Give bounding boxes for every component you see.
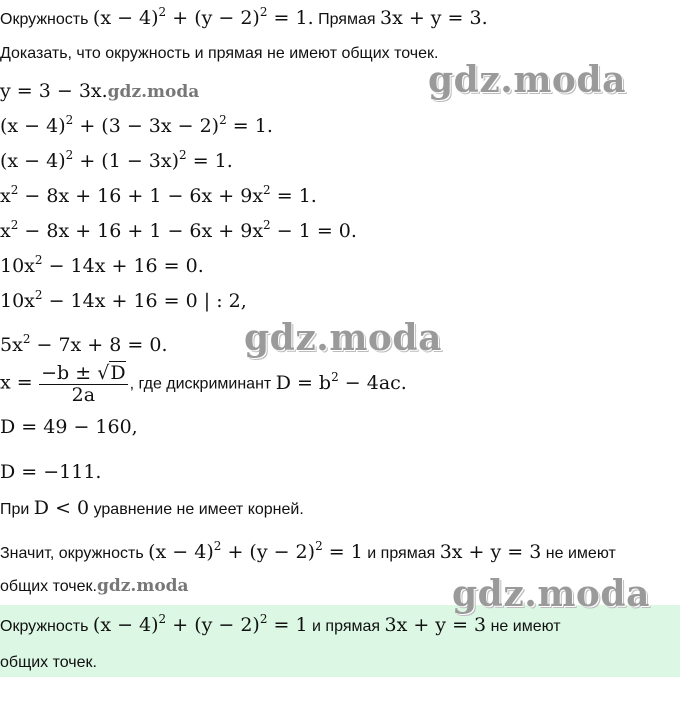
discriminant-text: где дискриминант bbox=[138, 375, 272, 393]
inline-watermark: gdz.moda bbox=[96, 576, 189, 596]
solution-line-6: $10x^2 - 14x + 16 = 0$. bbox=[0, 253, 204, 277]
solution-line-12: При D < 0 уравнение не имеет корней. bbox=[0, 497, 304, 519]
solution-line-3: $(x - 4)^2 + (1 - 3x)^2 = 1$. bbox=[0, 148, 233, 172]
task-line-equation: 3x + y = 3. bbox=[379, 7, 488, 29]
task-line bbox=[0, 5, 488, 29]
solution-line-10: D = 49 − 160, bbox=[0, 416, 138, 438]
watermark: gdz.moda bbox=[452, 573, 650, 615]
task-word-circle: Окружность bbox=[0, 11, 89, 28]
conclusion-line-2: общих точек.gdz.moda bbox=[0, 576, 189, 596]
solution-line-8: $5x^2 - 7x + 8 = 0$. bbox=[0, 332, 168, 356]
solution-line-1: y = 3 − 3x.gdz.moda bbox=[0, 80, 200, 102]
conclusion-line-1: Значит, окружность $(x - 4)^2 + (y - 2)^2 = 1$ и прямая 3x + y = 3 не имеют bbox=[0, 539, 616, 563]
solution-line-7: $10x^2 - 14x + 16 = 0$ | : 2, bbox=[0, 288, 247, 312]
inline-watermark: gdz.moda bbox=[107, 82, 200, 102]
answer-line-1: Окружность $(x - 4)^2 + (y - 2)^2 = 1$ и прямая 3x + y = 3 не имеют bbox=[0, 612, 561, 636]
solution-line-5: $x^2 - 8x + 16 + 1 - 6x + 9x^2 - 1 = 0$. bbox=[0, 218, 357, 242]
solution-line-formula: x = $\frac{-b \pm √D}{2a}$ , где дискриминант $D = b^2 - 4ac$. bbox=[0, 362, 407, 406]
answer-line-2: общих точек. bbox=[0, 654, 97, 671]
watermark: gdz.moda bbox=[244, 317, 442, 359]
solution-line-2: $(x - 4)^2 + (3 - 3x - 2)^2 = 1$. bbox=[0, 113, 273, 137]
solution-line-4: $x^2 - 8x + 16 + 1 - 6x + 9x^2 = 1$. bbox=[0, 183, 317, 207]
task-word-line: Прямая bbox=[318, 11, 376, 28]
watermark: gdz.moda bbox=[428, 59, 626, 101]
solution-line-11: D = −111. bbox=[0, 461, 102, 483]
root-formula-fraction: $\frac{-b \pm √D}{2a}$ bbox=[41, 362, 126, 406]
task-statement: Доказать, что окружность и прямая не имеют общих точек. bbox=[0, 45, 439, 62]
task-math: $(x - 4)^2 + (y - 2)^2 = 1$. bbox=[92, 5, 314, 29]
